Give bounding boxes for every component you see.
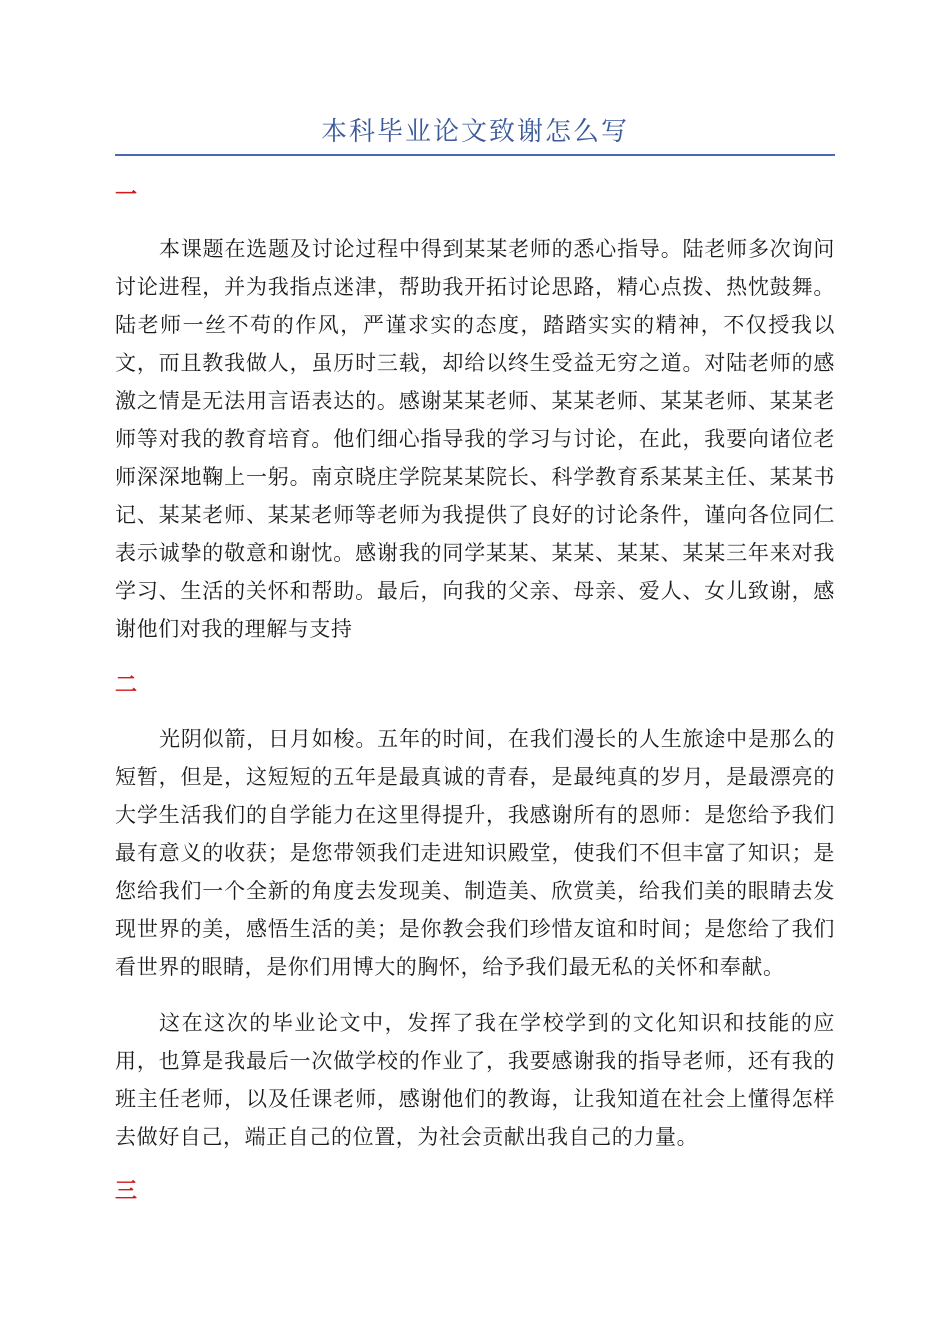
title-underline [115,154,835,156]
section-3 [115,1174,835,1208]
section-paragraph: 本课题在选题及讨论过程中得到某某老师的悉心指导。陆老师多次询问讨论进程，并为我指点迷津，帮助我开拓讨论思路，精心点拨、热忱鼓舞。陆老师一丝不苟的作风，严谨求实的态度，踏踏实实的精神，不仅授我以文，而且教我做人，虽历时三载，却给以终生受益无穷之道。对陆老师的感激之情是无法用言语表达的。感谢某某老师、某某老师、某某老师、某某老师等对我的教育培育。他们细心指导我的学习与讨论，在此，我要向诸位老师深深地鞠上一躬。南京晓庄学院某某院长、科学教育系某某主任、某某书记、某某老师、某某老师等老师为我提供了良好的讨论条件，谨向各位同仁表示诚挚的敬意和谢忱。感谢我的同学某某、某某、某某、某某三年来对我学习、生活的关怀和帮助。最后，向我的父亲、母亲、爱人、女儿致谢，感谢他们对我的理解与支持 [115,237,835,641]
section-number: 一 [115,182,138,208]
section-paragraph: 这在这次的毕业论文中，发挥了我在学校学到的文化知识和技能的应用，也算是我最后一次做学校的作业了，我要感谢我的指导老师，还有我的班主任老师，以及任课老师，感谢他们的教诲，让我知道在社会上懂得怎样去做好自己，端正自己的位置，为社会贡献出我自己的力量。 [115,1011,835,1149]
section-1 [115,178,835,648]
section-paragraph: 光阴似箭，日月如梭。五年的时间，在我们漫长的人生旅途中是那么的短暂，但是，这短短的五年是最真诚的青春，是最纯真的岁月，是最漂亮的大学生活我们的自学能力在这里得提升，我感谢所有的恩师：是您给予我们最有意义的收获；是您带领我们走进知识殿堂，使我们不但丰富了知识；是您给我们一个全新的角度去发现美、制造美、欣赏美，给我们美的眼睛去发现世界的美，感悟生活的美；是你教会我们珍惜友谊和时间；是您给了我们看世界的眼睛，是你们用博大的胸怀，给予我们最无私的关怀和奉献。 [115,727,835,979]
section-number: 三 [115,1178,138,1204]
document-title: 本科毕业论文致谢怎么写 [320,117,629,147]
section-number: 二 [115,672,138,698]
section-2 [115,668,835,1156]
document-page [115,0,835,1208]
